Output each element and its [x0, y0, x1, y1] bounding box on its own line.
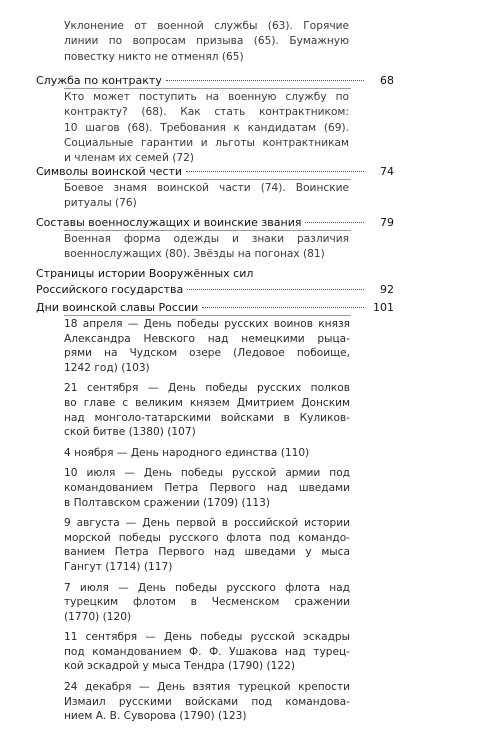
- toc-entry-military-glory-days[interactable]: [36, 300, 394, 316]
- toc-subentry-line: ритуалы (76): [64, 197, 137, 210]
- list-item: [64, 446, 350, 461]
- list-item-line: 18 апреля — День победы русских воинов князя: [64, 318, 350, 330]
- leader-dots: [166, 80, 364, 81]
- list-item-line: нием А. В. Суворова (1790) (123): [64, 710, 247, 723]
- list-item-line: турецким флотом в Чесменском сражении: [64, 596, 350, 609]
- list-item-line: Гангут (1714) (117): [64, 560, 173, 573]
- list-item-line: Измаил русскими войсками под командова-: [64, 695, 350, 708]
- leader-dots: [187, 289, 364, 290]
- toc-subentries-contract: [64, 90, 349, 166]
- divider: [64, 88, 351, 89]
- toc-entry-title: Дни воинской славы России: [36, 301, 199, 314]
- toc-subentry-line: Боевое знамя воинской части (74). Воинские: [64, 182, 349, 194]
- toc-entry-history-pages[interactable]: [36, 266, 394, 298]
- list-item: [64, 630, 350, 674]
- toc-subentries-conscription: [64, 19, 349, 65]
- divider: [64, 315, 351, 316]
- glory-days-list: [64, 317, 350, 730]
- list-item: [64, 381, 350, 439]
- list-item-line: ванием Петра Первого над шведами у мыса: [64, 546, 350, 559]
- toc-subentry-line: линии по вопросам призыва (65). Бумажную: [64, 35, 349, 48]
- list-item: [64, 317, 350, 375]
- toc-page-number: 101: [373, 301, 394, 314]
- toc-entry-title: Символы воинской чести: [36, 165, 183, 178]
- toc-subentries-ranks: [64, 232, 349, 263]
- toc-page-number: 79: [380, 216, 394, 229]
- list-item-line: над монголо-татарскими войсками в Куликов-: [64, 411, 350, 424]
- leader-dots: [202, 307, 364, 308]
- leader-dots: [186, 171, 364, 172]
- list-item-line: 10 июля — День победы русской армии под: [64, 467, 350, 480]
- toc-entry-contract-service[interactable]: [36, 73, 394, 89]
- toc-page-number: 92: [380, 283, 394, 296]
- list-item-line: 11 сентября — День победы русской эскадры: [64, 631, 350, 644]
- list-item-line: Александра Невского над немецкими рыца-: [64, 332, 350, 345]
- toc-entry-military-honor-symbols[interactable]: [36, 164, 394, 180]
- list-item-line: под командованием Ф. Ф. Ушакова над турец-: [64, 645, 350, 658]
- list-item-line: (1770) (120): [64, 610, 132, 623]
- list-item-line: командованием Петра Первого над шведами: [64, 481, 350, 494]
- list-item-line: кой эскадрой у мыса Тендра (1790) (122): [64, 660, 296, 673]
- list-item-line: 4 ноября — День народного единства (110): [64, 446, 310, 459]
- list-item-line: в Полтавском сражении (1709) (113): [64, 496, 271, 509]
- toc-subentry-line: Уклонение от военной службы (63). Горячие: [64, 20, 349, 32]
- toc-subentry-line: повестку никто не отменял (65): [64, 50, 244, 63]
- list-item-line: рями на Чудском озере (Ледовое побоище,: [64, 347, 350, 360]
- divider: [64, 230, 351, 231]
- toc-subentry-line: военнослужащих (80). Звёзды на погонах (81): [64, 248, 325, 261]
- toc-subentry-line: 10 шагов (68). Требования к кандидатам (69).: [64, 121, 349, 134]
- toc-subentry-line: Кто может поступить на военную службу по: [64, 91, 349, 103]
- list-item-line: ской битве (1380) (107): [64, 426, 196, 439]
- divider: [64, 179, 351, 180]
- list-item-line: морской победы русского флота под командо-: [64, 531, 350, 544]
- toc-page-number: 68: [380, 74, 394, 87]
- toc-entry-ranks[interactable]: [36, 215, 394, 231]
- toc-page-number: 74: [380, 165, 394, 178]
- list-item-line: 7 июля — День победы русского флота над: [64, 581, 350, 594]
- toc-entry-title: Составы военнослужащих и воинские звания: [36, 216, 302, 229]
- toc-subentries-honor: [64, 181, 349, 212]
- toc-entry-title-line1: Страницы истории Вооружённых сил: [36, 267, 254, 280]
- list-item: [64, 680, 350, 724]
- leader-dots: [305, 222, 364, 223]
- list-item: [64, 581, 350, 625]
- list-item: [64, 516, 350, 574]
- list-item-line: 21 сентября — День победы русских полков: [64, 382, 350, 395]
- list-item-line: во главе с великим князем Дмитрием Донским: [64, 396, 350, 409]
- toc-subentry-line: контракту? (68). Как стать контрактником:: [64, 106, 349, 119]
- list-item-line: 24 декабря — День взятия турецкой крепости: [64, 681, 350, 694]
- list-item-line: 9 августа — День первой в российской истории: [64, 517, 350, 530]
- toc-subentry-line: Военная форма одежды и знаки различия: [64, 233, 349, 245]
- list-item: [64, 466, 350, 510]
- toc-subentry-line: Социальные гарантии и льготы контрактникам: [64, 136, 349, 149]
- list-item-line: 1242 год) (103): [64, 361, 150, 374]
- toc-subentry-line: и членам их семей (72): [64, 152, 194, 165]
- toc-entry-title-line2: Российского государства: [36, 283, 184, 296]
- toc-entry-title: Служба по контракту: [36, 74, 162, 87]
